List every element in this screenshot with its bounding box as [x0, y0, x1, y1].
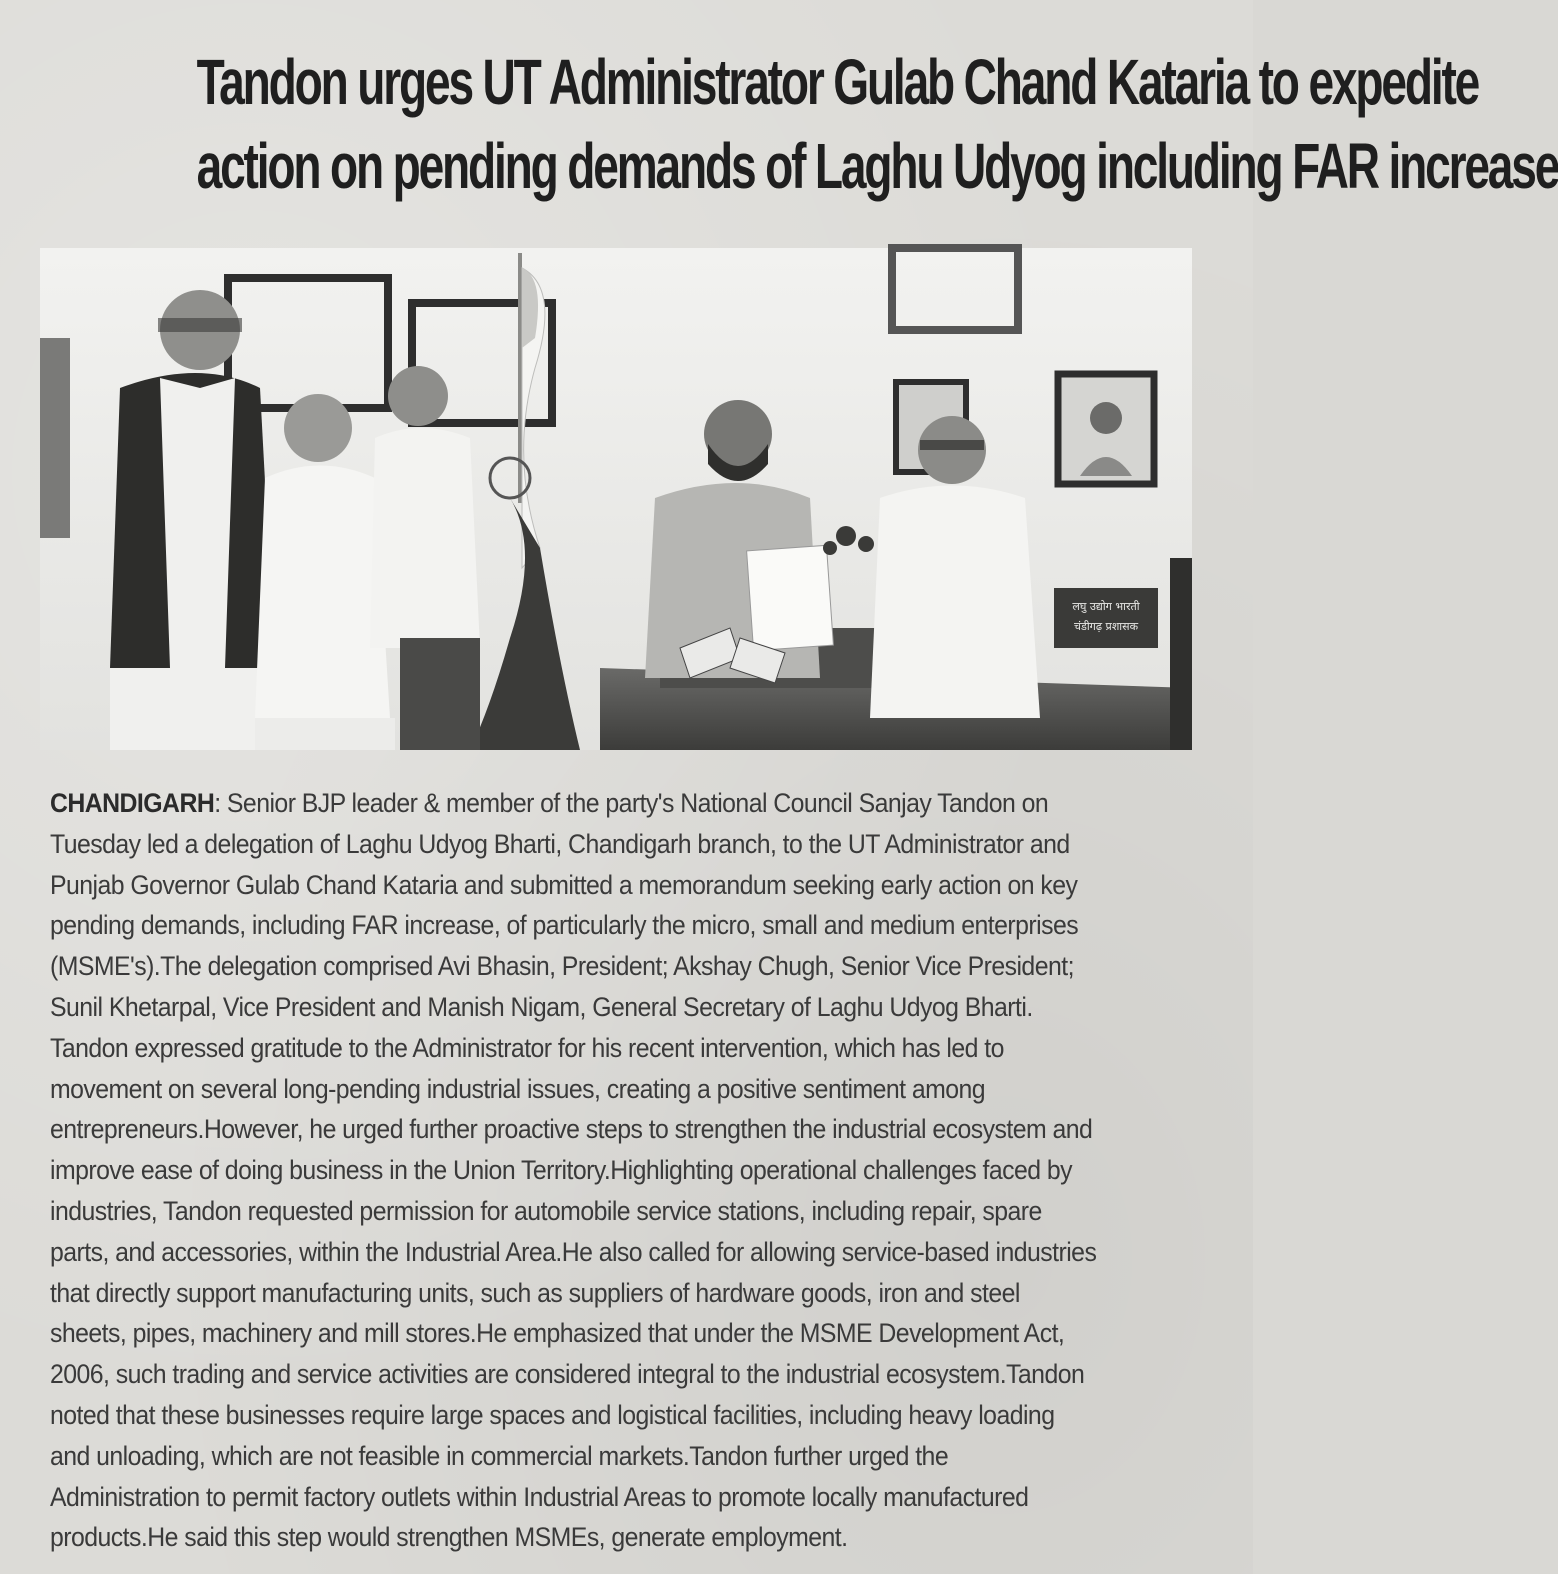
body-line: improve ease of doing business in the Union Territory.Highlighting operational challenges faced by	[50, 1155, 1073, 1186]
headline-line-1: Tandon urges UT Administrator Gulab Chand Kataria to expedite	[196, 46, 1479, 118]
headline-line-2: action on pending demands of Laghu Udyog including FAR increase	[196, 130, 1558, 202]
body-line: industries, Tandon requested permission for automobile service stations, including repair, spare	[50, 1195, 1042, 1226]
headline	[196, 40, 1558, 208]
body-line: Punjab Governor Gulab Chand Kataria and submitted a memorandum seeking early action on key	[50, 869, 1078, 900]
body-line-1-text: : Senior BJP leader & member of the party's National Council Sanjay Tandon on	[214, 788, 1049, 818]
news-photo	[40, 248, 1192, 750]
body-line: parts, and accessories, within the Industrial Area.He also called for allowing service-based industries	[50, 1236, 1097, 1267]
nameplate-line-2: चंडीगढ़ प्रशासक	[1073, 620, 1139, 633]
body-line: 2006, such trading and service activities are considered integral to the industrial ecosystem.Tandon	[50, 1359, 1085, 1390]
article-body	[50, 783, 1200, 1558]
body-line-1	[50, 783, 1108, 824]
news-photo-illustration	[40, 248, 1192, 750]
body-line: that directly support manufacturing units, such as suppliers of hardware goods, iron and steel	[50, 1277, 1020, 1308]
body-line: products.He said this step would strengthen MSMEs, generate employment.	[50, 1522, 848, 1553]
nameplate-line-1: लघु उद्योग भारती	[1072, 600, 1140, 613]
body-line: Tandon expressed gratitude to the Administrator for his recent intervention, which has led to	[50, 1032, 1004, 1063]
body-line: Tuesday led a delegation of Laghu Udyog Bharti, Chandigarh branch, to the UT Administrator and	[50, 828, 1070, 859]
body-line: noted that these businesses require large spaces and logistical facilities, including heavy loading	[50, 1399, 1055, 1430]
body-line: pending demands, including FAR increase, of particularly the micro, small and medium enterprises	[50, 910, 1079, 941]
body-line: sheets, pipes, machinery and mill stores.He emphasized that under the MSME Development Act,	[50, 1318, 1065, 1349]
body-line: Sunil Khetarpal, Vice President and Manish Nigam, General Secretary of Laghu Udyog Bharti.	[50, 991, 1033, 1022]
body-line: and unloading, which are not feasible in commercial markets.Tandon further urged the	[50, 1440, 949, 1471]
body-line: entrepreneurs.However, he urged further proactive steps to strengthen the industrial ecosystem and	[50, 1114, 1093, 1145]
body-line: (MSME's).The delegation comprised Avi Bhasin, President; Akshay Chugh, Senior Vice President;	[50, 951, 1074, 982]
body-line: movement on several long-pending industrial issues, creating a positive sentiment among	[50, 1073, 986, 1104]
dateline: CHANDIGARH	[50, 788, 215, 818]
body-line: Administration to permit factory outlets within Industrial Areas to promote locally manufactured	[50, 1481, 1029, 1512]
